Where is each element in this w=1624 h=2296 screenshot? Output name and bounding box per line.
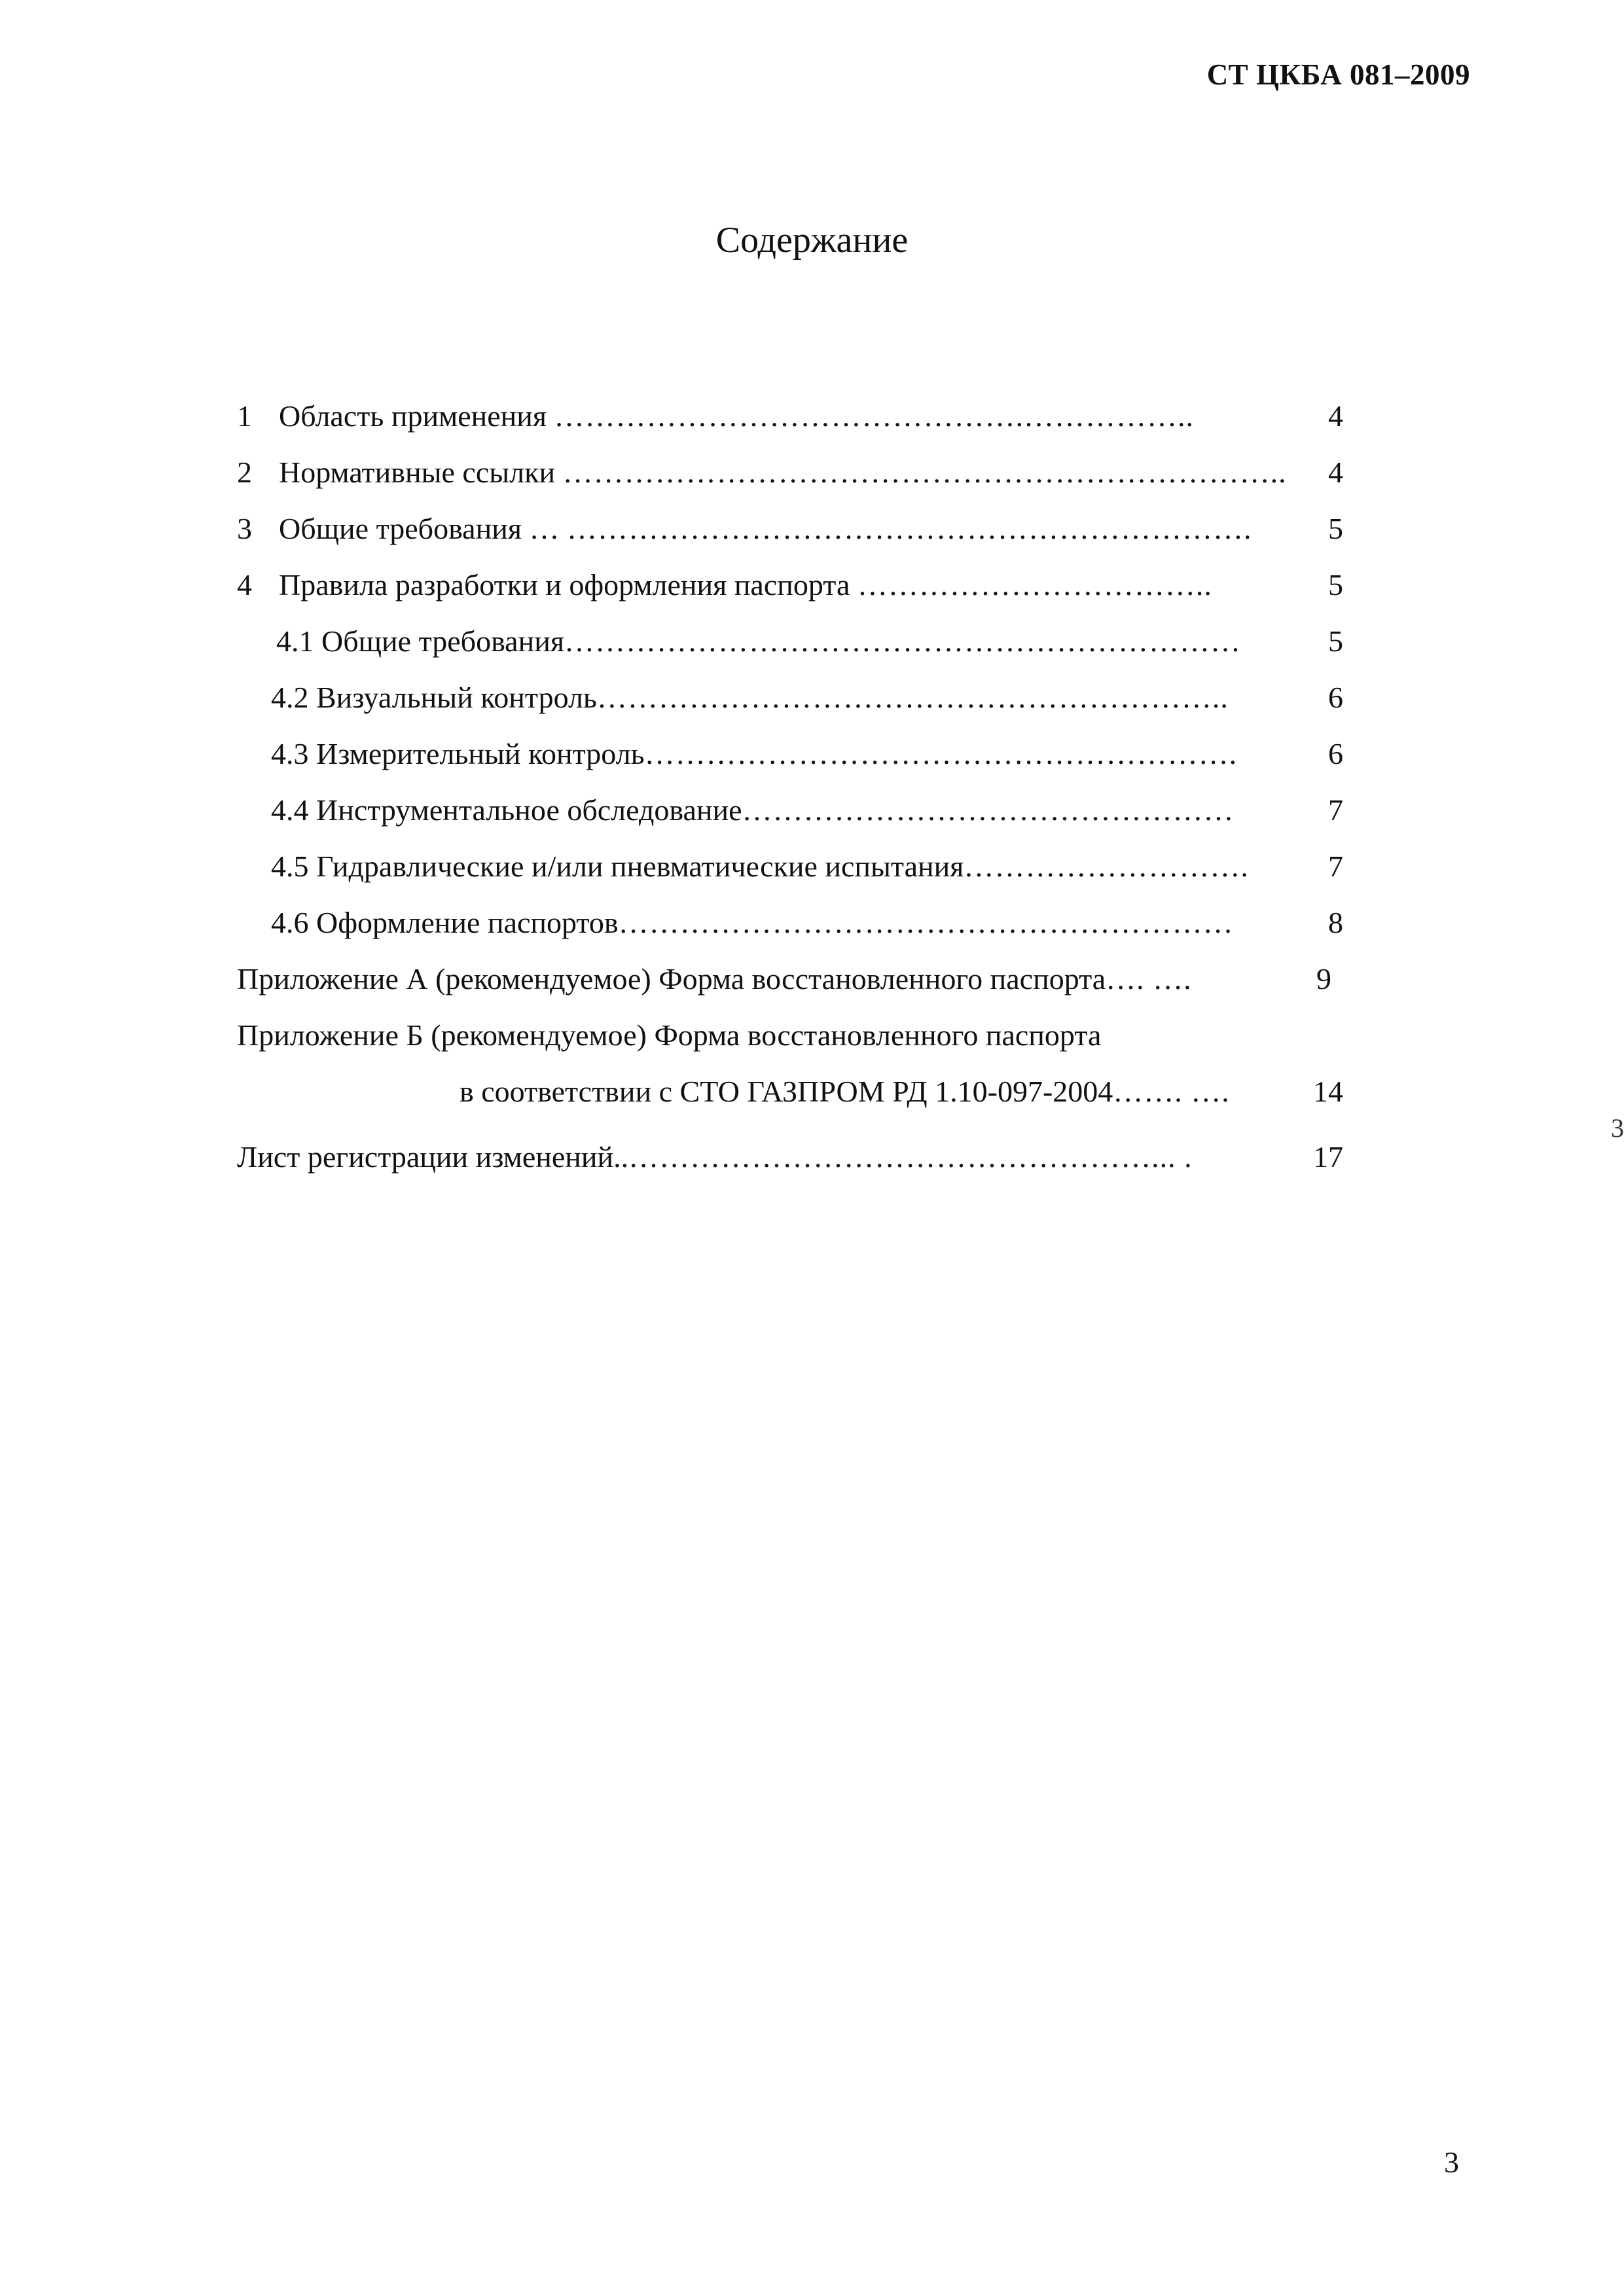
page-number: 3 [1444,2145,1459,2179]
toc-entry-changes-sheet [237,1139,1343,1195]
toc-entry-4-5 [237,848,1343,905]
toc-entry-number: 4.1 [276,624,314,658]
page-title: Содержание [715,220,909,260]
toc-entry-title: Общие требования [314,624,564,658]
toc-entry-title: Лист регистрации изменений.. [237,1140,629,1174]
toc-entry-number: 4.2 [271,681,309,714]
toc-entry-page: 9 [1316,962,1331,996]
toc-entry-page: 8 [1328,906,1343,939]
toc-entry-title: Гидравлические и/или пневматические испытания [308,850,964,883]
toc-entry-1 [237,398,1343,454]
toc-entry-number: 3 [237,512,252,545]
toc-leader-dots: ………………………. [964,850,1249,883]
toc-entry-page: 7 [1328,793,1343,827]
toc-entry-title: Общие требования … [279,512,567,545]
toc-entry-page: 7 [1328,850,1343,883]
toc-entry-page: 5 [1328,568,1343,601]
toc-entry-title: Инструментальное обследование [308,793,742,827]
toc-entry-title: Измерительный контроль [308,737,645,770]
toc-entry-4-4 [237,792,1343,848]
toc-entry-title: Оформление паспортов [308,906,619,939]
toc-entry-4-3 [237,736,1343,792]
toc-entry-title: Приложение Б (рекомендуемое) Форма восстановленного паспорта [237,1018,1102,1052]
toc-entry-page: 5 [1328,512,1343,545]
toc-entry-title: в соответствии с СТО ГАЗПРОМ РД 1.10-097-2004 [460,1075,1113,1108]
table-of-contents [237,398,1343,1195]
toc-entry-page: 4 [1328,399,1343,433]
toc-entry-appendix-b [237,1017,1343,1073]
toc-entry-4 [237,567,1343,623]
toc-leader-dots: …………………………………………………… [618,906,1234,939]
toc-entry-number: 4.3 [271,737,309,770]
toc-entry-number: 2 [237,456,252,489]
toc-leader-dots: ………………………………………… [742,793,1235,827]
toc-entry-4-2 [237,679,1343,736]
toc-entry-page: 17 [1313,1140,1343,1174]
toc-entry-number: 1 [237,399,252,433]
toc-leader-dots: ……. …. [1113,1075,1230,1108]
toc-entry-title: Визуальный контроль [308,681,597,714]
toc-entry-page: 5 [1328,624,1343,658]
toc-entry-3 [237,511,1343,567]
toc-leader-dots: ………………………………………………………… [564,624,1241,658]
toc-leader-dots: …………………………………………………………….. [562,456,1287,489]
toc-entry-number: 4.6 [271,906,309,939]
toc-entry-number: 4 [237,568,252,601]
toc-entry-appendix-a [237,961,1343,1017]
toc-entry-number: 4.5 [271,850,309,883]
toc-entry-page: 14 [1313,1075,1343,1108]
toc-entry-4-6 [237,905,1343,961]
toc-entry-4-1 [237,623,1343,679]
toc-leader-dots: …. …. [1106,962,1192,996]
toc-entry-title: Нормативные ссылки [279,456,563,489]
toc-entry-title: Приложение А (рекомендуемое) Форма восстановленного паспорта [237,962,1106,996]
toc-entry-appendix-b-line2 [237,1073,1343,1139]
toc-leader-dots: …………………………………………………………. [567,512,1252,545]
toc-entry-title: Область применения [279,399,554,433]
toc-leader-dots: …………………………………………………. [644,737,1238,770]
toc-leader-dots: …………………………….. [857,568,1212,601]
toc-entry-page: 6 [1328,681,1343,714]
toc-leader-dots: ……………………………………….…………….. [554,399,1195,433]
toc-leader-dots: ……………………………………………... . [628,1140,1193,1174]
toc-entry-page: 4 [1328,456,1343,489]
toc-leader-dots: …………………………………………………….. [596,681,1229,714]
margin-mark: 3 [1611,1113,1624,1143]
toc-entry-title: Правила разработки и оформления паспорта [279,568,857,601]
toc-entry-page: 6 [1328,737,1343,770]
toc-entry-number: 4.4 [271,793,309,827]
toc-entry-2 [237,454,1343,511]
document-code: СТ ЦКБА 081–2009 [1206,58,1470,91]
